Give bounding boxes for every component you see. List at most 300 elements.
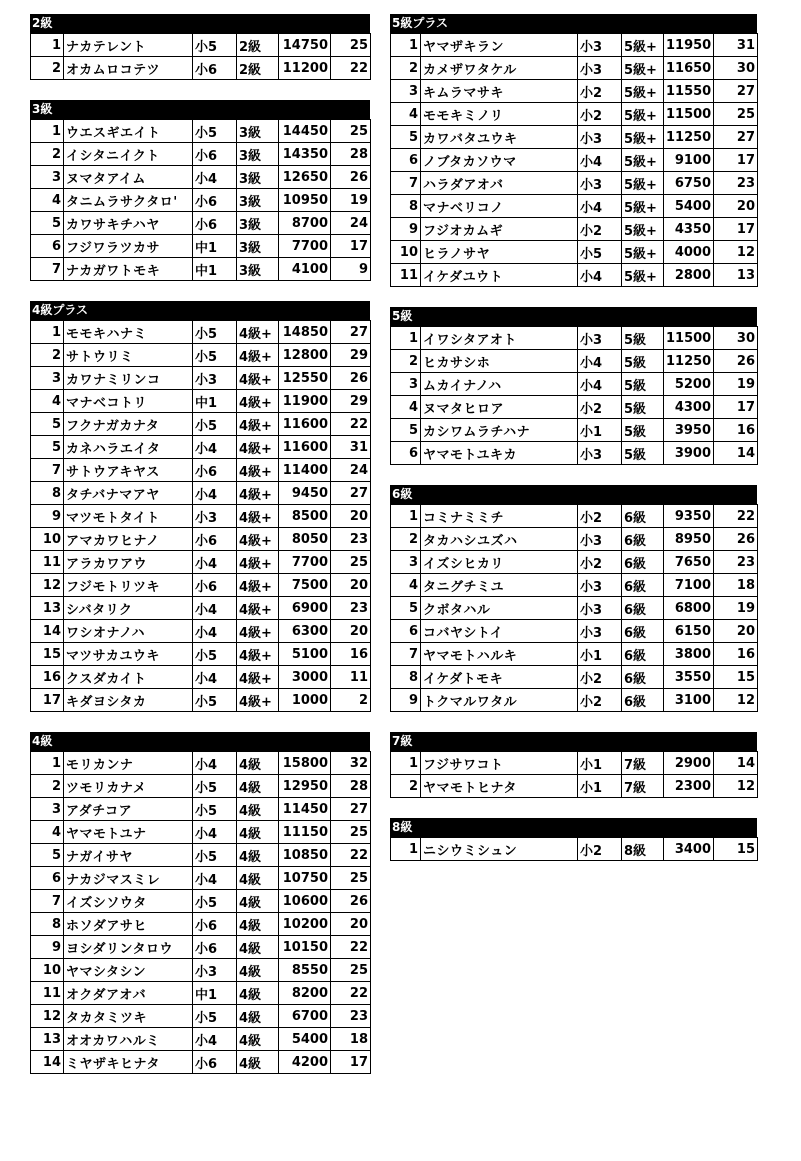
- student-name: タニムラサクタロ': [64, 189, 193, 212]
- score: 15800: [279, 752, 331, 775]
- count: 23: [331, 1005, 371, 1028]
- student-name: タニグチミユ: [421, 574, 578, 597]
- rank-number: 6: [31, 867, 64, 890]
- school-grade: 中1: [193, 982, 237, 1005]
- rank-number: 11: [391, 264, 421, 287]
- count: 28: [331, 775, 371, 798]
- student-name: カワバタユウキ: [421, 126, 578, 149]
- count: 17: [714, 218, 758, 241]
- rank-number: 6: [31, 235, 64, 258]
- rank-number: 1: [391, 505, 421, 528]
- count: 20: [331, 505, 371, 528]
- school-grade: 小6: [193, 574, 237, 597]
- level: 6級: [622, 643, 664, 666]
- score: 3950: [664, 419, 714, 442]
- score: 7700: [279, 551, 331, 574]
- level: 6級: [622, 597, 664, 620]
- rank-number: 2: [391, 350, 421, 373]
- level: 6級: [622, 551, 664, 574]
- table-row: [391, 505, 758, 528]
- rank-section: [30, 301, 370, 712]
- section-title: 6級: [390, 485, 757, 504]
- score: 8500: [279, 505, 331, 528]
- score: 4300: [664, 396, 714, 419]
- level: 4級: [237, 844, 279, 867]
- count: 25: [714, 103, 758, 126]
- school-grade: 小3: [193, 505, 237, 528]
- level: 4級: [237, 798, 279, 821]
- score: 11200: [279, 57, 331, 80]
- level: 4級: [237, 913, 279, 936]
- count: 20: [331, 574, 371, 597]
- rank-table: [390, 504, 758, 712]
- score: 14850: [279, 321, 331, 344]
- score: 9100: [664, 149, 714, 172]
- table-row: [31, 120, 371, 143]
- table-row: [391, 689, 758, 712]
- level: 4級+: [237, 597, 279, 620]
- score: 6700: [279, 1005, 331, 1028]
- score: 12800: [279, 344, 331, 367]
- table-row: [31, 258, 371, 281]
- level: 6級: [622, 689, 664, 712]
- school-grade: 小6: [193, 189, 237, 212]
- level: 4級+: [237, 344, 279, 367]
- school-grade: 小4: [193, 166, 237, 189]
- level: 4級+: [237, 574, 279, 597]
- level: 5級+: [622, 103, 664, 126]
- table-row: [391, 218, 758, 241]
- level: 7級: [622, 752, 664, 775]
- table-row: [31, 482, 371, 505]
- rank-number: 7: [31, 258, 64, 281]
- student-name: キムラマサキ: [421, 80, 578, 103]
- count: 2: [331, 689, 371, 712]
- score: 11450: [279, 798, 331, 821]
- count: 22: [331, 982, 371, 1005]
- table-row: [391, 752, 758, 775]
- rank-number: 12: [31, 1005, 64, 1028]
- school-grade: 小6: [193, 143, 237, 166]
- count: 23: [331, 528, 371, 551]
- level: 5級+: [622, 34, 664, 57]
- level: 4級+: [237, 620, 279, 643]
- rank-number: 3: [391, 80, 421, 103]
- school-grade: 小5: [193, 844, 237, 867]
- student-name: ツモリカナメ: [64, 775, 193, 798]
- school-grade: 小5: [193, 120, 237, 143]
- table-row: [31, 821, 371, 844]
- score: 10950: [279, 189, 331, 212]
- student-name: コミナミミチ: [421, 505, 578, 528]
- school-grade: 小3: [193, 367, 237, 390]
- table-row: [31, 1028, 371, 1051]
- score: 10200: [279, 913, 331, 936]
- school-grade: 小4: [578, 373, 622, 396]
- table-row: [391, 350, 758, 373]
- level: 5級: [622, 419, 664, 442]
- rank-number: 1: [391, 838, 421, 861]
- table-row: [31, 212, 371, 235]
- count: 20: [331, 620, 371, 643]
- score: 10750: [279, 867, 331, 890]
- count: 9: [331, 258, 371, 281]
- school-grade: 小2: [578, 218, 622, 241]
- level: 4級+: [237, 528, 279, 551]
- score: 11500: [664, 327, 714, 350]
- school-grade: 小3: [578, 620, 622, 643]
- level: 6級: [622, 666, 664, 689]
- student-name: タチバナマアヤ: [64, 482, 193, 505]
- table-row: [391, 241, 758, 264]
- rank-number: 3: [31, 367, 64, 390]
- school-grade: 小6: [193, 913, 237, 936]
- level: 4級+: [237, 459, 279, 482]
- table-row: [391, 264, 758, 287]
- student-name: ムカイナノハ: [421, 373, 578, 396]
- table-row: [31, 143, 371, 166]
- rank-number: 2: [31, 775, 64, 798]
- rank-table: [390, 751, 758, 798]
- school-grade: 小4: [193, 1028, 237, 1051]
- count: 25: [331, 821, 371, 844]
- school-grade: 中1: [193, 258, 237, 281]
- score: 8700: [279, 212, 331, 235]
- level: 4級: [237, 1051, 279, 1074]
- rank-table: [30, 751, 371, 1074]
- school-grade: 小5: [193, 344, 237, 367]
- table-row: [31, 166, 371, 189]
- count: 27: [714, 126, 758, 149]
- student-name: モモキハナミ: [64, 321, 193, 344]
- score: 10150: [279, 936, 331, 959]
- school-grade: 小4: [193, 436, 237, 459]
- school-grade: 小6: [193, 459, 237, 482]
- table-row: [391, 442, 758, 465]
- score: 3550: [664, 666, 714, 689]
- section-title: 7級: [390, 732, 757, 751]
- rank-table: [390, 326, 758, 465]
- level: 5級: [622, 442, 664, 465]
- rank-number: 13: [31, 1028, 64, 1051]
- table-row: [391, 775, 758, 798]
- student-name: イシタニイクト: [64, 143, 193, 166]
- rank-number: 1: [391, 752, 421, 775]
- school-grade: 小2: [578, 396, 622, 419]
- score: 6800: [664, 597, 714, 620]
- score: 14750: [279, 34, 331, 57]
- level: 4級: [237, 890, 279, 913]
- rank-number: 6: [391, 149, 421, 172]
- table-row: [31, 574, 371, 597]
- score: 12950: [279, 775, 331, 798]
- section-title: 4級: [30, 732, 370, 751]
- rank-number: 12: [31, 574, 64, 597]
- score: 4100: [279, 258, 331, 281]
- table-row: [391, 172, 758, 195]
- school-grade: 小5: [193, 890, 237, 913]
- school-grade: 小4: [193, 752, 237, 775]
- score: 1000: [279, 689, 331, 712]
- score: 4350: [664, 218, 714, 241]
- rank-number: 5: [391, 597, 421, 620]
- section-title: 3級: [30, 100, 370, 119]
- count: 20: [331, 913, 371, 936]
- count: 17: [331, 235, 371, 258]
- rank-section: [390, 732, 757, 798]
- student-name: ヒラノサヤ: [421, 241, 578, 264]
- student-name: ヤマモトヒナタ: [421, 775, 578, 798]
- rank-number: 8: [391, 195, 421, 218]
- table-row: [391, 666, 758, 689]
- score: 12550: [279, 367, 331, 390]
- table-row: [31, 775, 371, 798]
- score: 5400: [279, 1028, 331, 1051]
- student-name: アダチコア: [64, 798, 193, 821]
- student-name: ハラダアオバ: [421, 172, 578, 195]
- table-row: [391, 126, 758, 149]
- student-name: ヒカサシホ: [421, 350, 578, 373]
- rank-number: 4: [391, 103, 421, 126]
- rank-number: 5: [31, 436, 64, 459]
- score: 4000: [664, 241, 714, 264]
- rank-number: 11: [31, 982, 64, 1005]
- score: 14350: [279, 143, 331, 166]
- rank-section: [390, 307, 757, 465]
- school-grade: 小4: [578, 264, 622, 287]
- table-row: [31, 235, 371, 258]
- level: 8級: [622, 838, 664, 861]
- count: 15: [714, 838, 758, 861]
- rank-number: 13: [31, 597, 64, 620]
- school-grade: 小5: [193, 1005, 237, 1028]
- score: 11600: [279, 436, 331, 459]
- count: 25: [331, 867, 371, 890]
- student-name: アラカワアウ: [64, 551, 193, 574]
- table-row: [31, 367, 371, 390]
- school-grade: 小3: [578, 327, 622, 350]
- table-row: [31, 620, 371, 643]
- school-grade: 小2: [578, 551, 622, 574]
- left-column: [30, 0, 370, 1094]
- school-grade: 中1: [193, 235, 237, 258]
- score: 3800: [664, 643, 714, 666]
- table-row: [31, 982, 371, 1005]
- level: 5級+: [622, 149, 664, 172]
- table-row: [31, 189, 371, 212]
- level: 6級: [622, 528, 664, 551]
- count: 27: [331, 321, 371, 344]
- student-name: シバタリク: [64, 597, 193, 620]
- level: 5級: [622, 396, 664, 419]
- table-row: [31, 643, 371, 666]
- level: 5級: [622, 350, 664, 373]
- section-title: 5級: [390, 307, 757, 326]
- school-grade: 小3: [578, 126, 622, 149]
- student-name: マツモトタイト: [64, 505, 193, 528]
- school-grade: 小2: [578, 666, 622, 689]
- level: 4級+: [237, 505, 279, 528]
- student-name: クスダカイト: [64, 666, 193, 689]
- school-grade: 小2: [578, 838, 622, 861]
- count: 13: [714, 264, 758, 287]
- rank-section: [30, 14, 370, 80]
- score: 11500: [664, 103, 714, 126]
- school-grade: 小1: [578, 419, 622, 442]
- score: 10850: [279, 844, 331, 867]
- rank-section: [30, 732, 370, 1074]
- student-name: ニシウミシュン: [421, 838, 578, 861]
- level: 4級+: [237, 482, 279, 505]
- table-row: [391, 528, 758, 551]
- rank-number: 11: [31, 551, 64, 574]
- count: 22: [331, 413, 371, 436]
- level: 4級: [237, 752, 279, 775]
- school-grade: 小2: [578, 80, 622, 103]
- rank-number: 9: [391, 689, 421, 712]
- level: 4級: [237, 1028, 279, 1051]
- table-row: [31, 844, 371, 867]
- table-row: [391, 643, 758, 666]
- score: 7100: [664, 574, 714, 597]
- rank-number: 3: [31, 166, 64, 189]
- score: 8200: [279, 982, 331, 1005]
- table-row: [31, 57, 371, 80]
- score: 4200: [279, 1051, 331, 1074]
- rank-section: [30, 100, 370, 281]
- table-row: [391, 195, 758, 218]
- school-grade: 小5: [193, 798, 237, 821]
- level: 5級+: [622, 80, 664, 103]
- student-name: イズシヒカリ: [421, 551, 578, 574]
- rank-number: 7: [391, 172, 421, 195]
- table-row: [31, 936, 371, 959]
- rank-section: [390, 485, 757, 712]
- school-grade: 小3: [578, 34, 622, 57]
- rank-number: 5: [391, 126, 421, 149]
- table-row: [31, 689, 371, 712]
- table-row: [31, 344, 371, 367]
- count: 22: [331, 936, 371, 959]
- student-name: フジワラツカサ: [64, 235, 193, 258]
- school-grade: 小2: [578, 505, 622, 528]
- rank-table: [390, 33, 758, 287]
- school-grade: 小4: [193, 666, 237, 689]
- rank-number: 16: [31, 666, 64, 689]
- student-name: ナガイサヤ: [64, 844, 193, 867]
- school-grade: 小3: [578, 442, 622, 465]
- level: 3級: [237, 235, 279, 258]
- count: 26: [331, 367, 371, 390]
- school-grade: 小6: [193, 1051, 237, 1074]
- rank-number: 5: [31, 413, 64, 436]
- student-name: ヤマシタシン: [64, 959, 193, 982]
- score: 11250: [664, 126, 714, 149]
- student-name: マナベリコノ: [421, 195, 578, 218]
- level: 4級+: [237, 643, 279, 666]
- table-row: [391, 373, 758, 396]
- rank-number: 4: [31, 189, 64, 212]
- level: 5級+: [622, 57, 664, 80]
- score: 12650: [279, 166, 331, 189]
- count: 19: [714, 597, 758, 620]
- rank-number: 6: [391, 442, 421, 465]
- score: 7500: [279, 574, 331, 597]
- student-name: アマカワヒナノ: [64, 528, 193, 551]
- table-row: [391, 597, 758, 620]
- count: 18: [714, 574, 758, 597]
- student-name: キダヨシタカ: [64, 689, 193, 712]
- rank-number: 1: [391, 327, 421, 350]
- table-row: [31, 798, 371, 821]
- student-name: フジサワコト: [421, 752, 578, 775]
- student-name: ヌマタアイム: [64, 166, 193, 189]
- count: 23: [714, 551, 758, 574]
- count: 22: [331, 844, 371, 867]
- student-name: フジモトリツキ: [64, 574, 193, 597]
- student-name: ナカジマスミレ: [64, 867, 193, 890]
- student-name: カメザワタケル: [421, 57, 578, 80]
- rank-number: 3: [391, 551, 421, 574]
- count: 12: [714, 689, 758, 712]
- count: 20: [714, 195, 758, 218]
- rank-number: 1: [31, 120, 64, 143]
- table-row: [31, 34, 371, 57]
- level: 4級: [237, 982, 279, 1005]
- count: 26: [714, 528, 758, 551]
- student-name: モモキミノリ: [421, 103, 578, 126]
- level: 4級: [237, 867, 279, 890]
- table-row: [31, 867, 371, 890]
- student-name: カワサキチハヤ: [64, 212, 193, 235]
- student-name: イケダユウト: [421, 264, 578, 287]
- level: 6級: [622, 620, 664, 643]
- student-name: フジオカムギ: [421, 218, 578, 241]
- rank-number: 9: [31, 505, 64, 528]
- section-title: 2級: [30, 14, 370, 33]
- count: 24: [331, 212, 371, 235]
- score: 2300: [664, 775, 714, 798]
- count: 26: [331, 166, 371, 189]
- level: 5級+: [622, 264, 664, 287]
- level: 5級+: [622, 126, 664, 149]
- rank-number: 4: [391, 396, 421, 419]
- count: 27: [331, 482, 371, 505]
- student-name: マツサカユウキ: [64, 643, 193, 666]
- count: 31: [331, 436, 371, 459]
- score: 9350: [664, 505, 714, 528]
- count: 22: [331, 57, 371, 80]
- student-name: モリカンナ: [64, 752, 193, 775]
- rank-number: 2: [31, 143, 64, 166]
- score: 11550: [664, 80, 714, 103]
- student-name: ウエスギエイト: [64, 120, 193, 143]
- school-grade: 小6: [193, 212, 237, 235]
- level: 5級: [622, 373, 664, 396]
- table-row: [391, 149, 758, 172]
- rank-number: 2: [31, 57, 64, 80]
- count: 25: [331, 120, 371, 143]
- student-name: ナカテレント: [64, 34, 193, 57]
- student-name: タカハシユズハ: [421, 528, 578, 551]
- student-name: ワシオナノハ: [64, 620, 193, 643]
- rank-number: 1: [391, 34, 421, 57]
- count: 30: [714, 327, 758, 350]
- count: 18: [331, 1028, 371, 1051]
- student-name: ミヤザキヒナタ: [64, 1051, 193, 1074]
- level: 3級: [237, 212, 279, 235]
- score: 11650: [664, 57, 714, 80]
